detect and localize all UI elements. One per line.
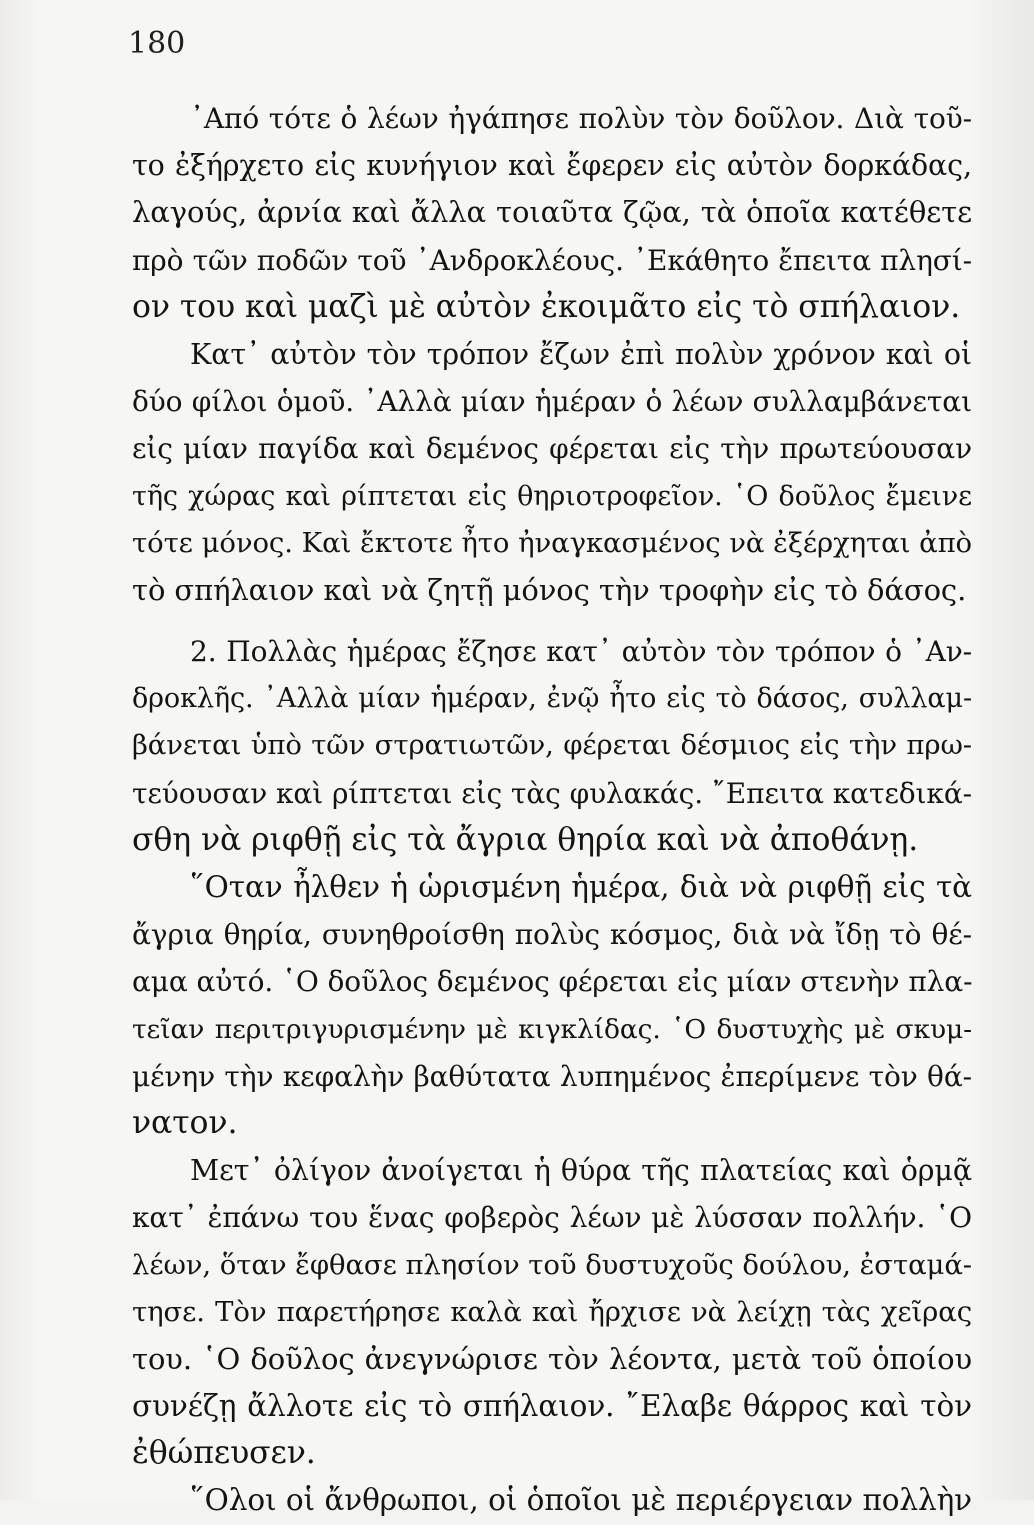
text-line: ᾿Από τότε ὁ λέων ἠγάπησε πολὺν τὸν δοῦλον. Διὰ τοῦ- <box>190 102 972 135</box>
text-line: ῞Οταν ἦλθεν ἡ ὡρισμένη ἡμέρα, διὰ νὰ ριφθῇ εἰς τὰ <box>190 870 972 904</box>
text-line: συνέζῃ ἄλλοτε εἰς τὸ σπήλαιον. ῎Ελαβε θάρρος καὶ τὸν <box>132 1389 972 1424</box>
text-line: τῆς χώρας καὶ ρίπτεται εἰς θηριοτροφεῖον. ῾Ο δοῦλος ἔμεινε <box>132 480 972 512</box>
text-line: δροκλῆς. ᾿Αλλὰ μίαν ἡμέραν, ἐνῷ ἦτο εἰς τὸ δάσος, συλλαμ- <box>132 683 972 715</box>
text-line: πρὸ τῶν ποδῶν τοῦ ᾿Ανδροκλέους. ᾿Εκάθητο ἔπειτα πλησί- <box>132 243 972 277</box>
text-line: βάνεται ὑπὸ τῶν στρατιωτῶν, φέρεται δέσμιος εἰς τὴν πρω- <box>132 729 972 762</box>
text-line: κατ᾿ ἐπάνω του ἕνας φοβερὸς λέων μὲ λύσσαν πολλήν. ῾Ο <box>132 1201 972 1235</box>
text-line: 2. Πολλὰς ἡμέρας ἔζησε κατ᾿ αὐτὸν τὸν τρόπον ὁ ᾿Αν- <box>190 635 972 669</box>
text-line: τὸ σπήλαιον καὶ νὰ ζητῇ μόνος τὴν τροφὴν εἰς τὸ δάσος. <box>132 572 967 607</box>
body-text <box>132 95 972 1525</box>
paragraph-3 <box>132 628 972 864</box>
text-line: Μετ᾿ ὀλίγον ἀνοίγεται ἡ θύρα τῆς πλατείας καὶ ὁρμᾷ <box>190 1154 972 1188</box>
text-line: ῞Ολοι οἱ ἄνθρωποι, οἱ ὁποῖοι μὲ περιέργειαν πολλὴν <box>190 1483 972 1518</box>
text-line: Κατ᾿ αὐτὸν τὸν τρόπον ἔζων ἐπὶ πολὺν χρόνον καὶ οἱ <box>190 337 972 371</box>
paragraph-5 <box>132 1147 972 1477</box>
text-line: τησε. Τὸν παρετήρησε καλὰ καὶ ἤρχισε νὰ λείχῃ τὰς χεῖρας <box>132 1295 972 1328</box>
text-line: αμα αὐτό. ῾Ο δοῦλος δεμένος φέρεται εἰς μίαν στενὴν πλα- <box>132 965 973 999</box>
text-line: σθη νὰ ριφθῇ εἰς τὰ ἄγρια θηρία καὶ νὰ ἀποθάνῃ. <box>132 821 919 858</box>
text-line: τεύουσαν καὶ ρίπτεται εἰς τὰς φυλακάς. ῎Επειτα κατεδικά- <box>132 776 972 810</box>
paragraph-6 <box>132 1477 972 1524</box>
page-number: 180 <box>128 26 186 61</box>
text-line: τεῖαν περιτριγυρισμένην μὲ κιγκλίδας. ῾Ο δυστυχὴς μὲ σκυμ- <box>132 1013 972 1045</box>
paragraph-2 <box>132 331 972 614</box>
text-line: λαγούς, ἀρνία καὶ ἄλλα τοιαῦτα ζῷα, τὰ ὁποῖα κατέθετε <box>132 195 972 230</box>
text-line: τότε μόνος. Καὶ ἔκτοτε ἦτο ἠναγκασμένος νὰ ἐξέρχηται ἀπὸ <box>132 526 972 559</box>
text-line: το ἐξήρχετο εἰς κυνήγιον καὶ ἔφερεν εἰς αὐτὸν δορκάδας, <box>132 149 972 183</box>
text-line: μένην τὴν κεφαλὴν βαθύτατα λυπημένος ἐπερίμενε τὸν θά- <box>132 1059 972 1093</box>
text-line: λέων, ὅταν ἔφθασε πλησίον τοῦ δυστυχοῦς δούλου, ἐσταμά- <box>132 1248 972 1281</box>
text-line: ἄγρια θηρία, συνηθροίσθη πολὺς κόσμος, διὰ νὰ ἴδῃ τὸ θέ- <box>132 918 972 952</box>
paragraph-1 <box>132 95 972 331</box>
text-line: δύο φίλοι ὁμοῦ. ᾿Αλλὰ μίαν ἡμέραν ὁ λέων συλλαμβάνεται <box>132 385 972 419</box>
paragraph-4 <box>132 864 972 1147</box>
text-line: ἐθώπευσεν. <box>132 1435 316 1472</box>
text-line: εἰς μίαν παγίδα καὶ δεμένος φέρεται εἰς τὴν πρωτεύουσαν <box>132 432 972 466</box>
text-line: του. ῾Ο δοῦλος ἀνεγνώρισε τὸν λέοντα, μετὰ τοῦ ὁποίου <box>132 1341 972 1376</box>
section-gap <box>132 614 972 628</box>
text-line: ον του καὶ μαζὶ μὲ αὐτὸν ἐκοιμᾶτο εἰς τὸ σπήλαιον. <box>132 288 961 325</box>
text-line: νατον. <box>132 1104 238 1141</box>
